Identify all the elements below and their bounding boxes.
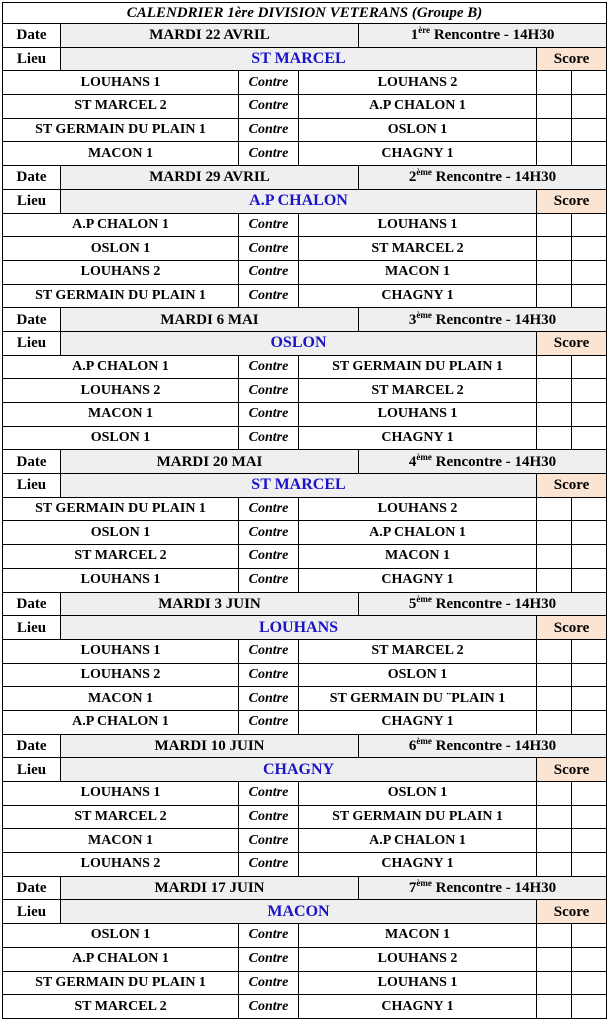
round-number-value: 1 bbox=[410, 27, 419, 44]
away-score-cell[interactable] bbox=[572, 710, 607, 734]
contre-label: Contre bbox=[239, 213, 299, 237]
away-team: ST GERMAIN DU PLAIN 1 bbox=[299, 355, 537, 379]
match-row bbox=[3, 995, 607, 1019]
round-date: MARDI 22 AVRIL bbox=[61, 24, 359, 48]
away-score-cell[interactable] bbox=[572, 545, 607, 569]
away-score-cell[interactable] bbox=[572, 663, 607, 687]
venue-name: LOUHANS bbox=[61, 616, 537, 640]
venue-row bbox=[3, 900, 607, 924]
rencontre-label: Rencontre - 14H30 bbox=[431, 595, 557, 612]
home-team: MACON 1 bbox=[3, 142, 239, 166]
contre-label: Contre bbox=[239, 568, 299, 592]
home-team: ST GERMAIN DU PLAIN 1 bbox=[3, 284, 239, 308]
round-date: MARDI 20 MAI bbox=[61, 450, 359, 474]
match-row bbox=[3, 521, 607, 545]
calendar-sheet bbox=[2, 2, 606, 1019]
away-score-cell[interactable] bbox=[572, 71, 607, 95]
home-score-cell[interactable] bbox=[537, 403, 572, 427]
date-row bbox=[3, 166, 607, 190]
contre-label: Contre bbox=[239, 971, 299, 995]
round-date: MARDI 3 JUIN bbox=[61, 592, 359, 616]
venue-row bbox=[3, 331, 607, 355]
score-header: Score bbox=[537, 900, 607, 924]
match-row bbox=[3, 853, 607, 877]
match-row bbox=[3, 687, 607, 711]
venue-row bbox=[3, 474, 607, 498]
match-row bbox=[3, 805, 607, 829]
venue-row bbox=[3, 616, 607, 640]
date-label: Date bbox=[3, 734, 61, 758]
match-row bbox=[3, 260, 607, 284]
away-team: ST MARCEL 2 bbox=[299, 639, 537, 663]
home-team: LOUHANS 2 bbox=[3, 663, 239, 687]
away-team: CHAGNY 1 bbox=[299, 568, 537, 592]
venue-name: A.P CHALON bbox=[61, 189, 537, 213]
away-team: OSLON 1 bbox=[299, 118, 537, 142]
home-team: ST GERMAIN DU PLAIN 1 bbox=[3, 497, 239, 521]
match-row bbox=[3, 95, 607, 119]
page-title: CALENDRIER 1ère DIVISION VETERANS (Groupe B) bbox=[3, 3, 607, 24]
date-label: Date bbox=[3, 308, 61, 332]
venue-row bbox=[3, 189, 607, 213]
match-row bbox=[3, 545, 607, 569]
away-score-cell[interactable] bbox=[572, 639, 607, 663]
home-score-cell[interactable] bbox=[537, 663, 572, 687]
contre-label: Contre bbox=[239, 782, 299, 806]
home-score-cell[interactable] bbox=[537, 497, 572, 521]
venue-name: OSLON bbox=[61, 331, 537, 355]
contre-label: Contre bbox=[239, 995, 299, 1019]
score-header: Score bbox=[537, 47, 607, 71]
away-team: ST GERMAIN DU ¨PLAIN 1 bbox=[299, 687, 537, 711]
lieu-label: Lieu bbox=[3, 47, 61, 71]
away-score-cell[interactable] bbox=[572, 95, 607, 119]
round-ordinal: ème bbox=[416, 878, 432, 889]
home-score-cell[interactable] bbox=[537, 995, 572, 1019]
rencontre-label: Rencontre - 14H30 bbox=[431, 311, 557, 328]
away-score-cell[interactable] bbox=[572, 355, 607, 379]
away-score-cell[interactable] bbox=[572, 829, 607, 853]
date-label: Date bbox=[3, 450, 61, 474]
round-ordinal: ème bbox=[416, 451, 432, 462]
home-team: LOUHANS 2 bbox=[3, 260, 239, 284]
contre-label: Contre bbox=[239, 118, 299, 142]
home-team: LOUHANS 1 bbox=[3, 782, 239, 806]
home-score-cell[interactable] bbox=[537, 379, 572, 403]
rencontre-label: Rencontre - 14H30 bbox=[431, 880, 557, 897]
home-score-cell[interactable] bbox=[537, 710, 572, 734]
score-header: Score bbox=[537, 189, 607, 213]
rencontre-label: Rencontre - 14H30 bbox=[431, 169, 557, 186]
lieu-label: Lieu bbox=[3, 189, 61, 213]
match-row bbox=[3, 379, 607, 403]
contre-label: Contre bbox=[239, 924, 299, 948]
home-team: A.P CHALON 1 bbox=[3, 213, 239, 237]
home-team: ST MARCEL 2 bbox=[3, 95, 239, 119]
venue-name: CHAGNY bbox=[61, 758, 537, 782]
contre-label: Contre bbox=[239, 639, 299, 663]
home-team: MACON 1 bbox=[3, 829, 239, 853]
away-score-cell[interactable] bbox=[572, 497, 607, 521]
match-row bbox=[3, 497, 607, 521]
lieu-label: Lieu bbox=[3, 616, 61, 640]
away-score-cell[interactable] bbox=[572, 403, 607, 427]
away-team: MACON 1 bbox=[299, 260, 537, 284]
round-ordinal: ème bbox=[416, 309, 432, 320]
score-header: Score bbox=[537, 331, 607, 355]
round-number-value: 2 bbox=[408, 169, 417, 186]
contre-label: Contre bbox=[239, 403, 299, 427]
contre-label: Contre bbox=[239, 95, 299, 119]
away-score-cell[interactable] bbox=[572, 213, 607, 237]
contre-label: Contre bbox=[239, 545, 299, 569]
match-row bbox=[3, 426, 607, 450]
round-date: MARDI 29 AVRIL bbox=[61, 166, 359, 190]
contre-label: Contre bbox=[239, 260, 299, 284]
home-score-cell[interactable] bbox=[537, 118, 572, 142]
contre-label: Contre bbox=[239, 521, 299, 545]
home-team: MACON 1 bbox=[3, 687, 239, 711]
match-row bbox=[3, 710, 607, 734]
away-team: CHAGNY 1 bbox=[299, 995, 537, 1019]
home-score-cell[interactable] bbox=[537, 355, 572, 379]
home-team: OSLON 1 bbox=[3, 521, 239, 545]
away-score-cell[interactable] bbox=[572, 426, 607, 450]
lieu-label: Lieu bbox=[3, 331, 61, 355]
score-header: Score bbox=[537, 474, 607, 498]
match-row bbox=[3, 639, 607, 663]
home-score-cell[interactable] bbox=[537, 71, 572, 95]
match-row bbox=[3, 71, 607, 95]
away-score-cell[interactable] bbox=[572, 782, 607, 806]
away-team: CHAGNY 1 bbox=[299, 426, 537, 450]
home-score-cell[interactable] bbox=[537, 545, 572, 569]
venue-name: MACON bbox=[61, 900, 537, 924]
contre-label: Contre bbox=[239, 710, 299, 734]
venue-row bbox=[3, 758, 607, 782]
home-team: A.P CHALON 1 bbox=[3, 710, 239, 734]
date-label: Date bbox=[3, 876, 61, 900]
home-team: ST GERMAIN DU PLAIN 1 bbox=[3, 971, 239, 995]
home-team: LOUHANS 1 bbox=[3, 71, 239, 95]
home-team: OSLON 1 bbox=[3, 237, 239, 261]
home-score-cell[interactable] bbox=[537, 213, 572, 237]
date-row bbox=[3, 876, 607, 900]
round-number bbox=[359, 24, 607, 48]
home-score-cell[interactable] bbox=[537, 426, 572, 450]
away-team: LOUHANS 1 bbox=[299, 403, 537, 427]
title-row bbox=[3, 3, 607, 24]
away-team: A.P CHALON 1 bbox=[299, 521, 537, 545]
contre-label: Contre bbox=[239, 379, 299, 403]
match-row bbox=[3, 947, 607, 971]
away-team: LOUHANS 2 bbox=[299, 947, 537, 971]
away-score-cell[interactable] bbox=[572, 142, 607, 166]
away-score-cell[interactable] bbox=[572, 260, 607, 284]
round-ordinal: ère bbox=[418, 25, 431, 36]
contre-label: Contre bbox=[239, 947, 299, 971]
round-date: MARDI 10 JUIN bbox=[61, 734, 359, 758]
contre-label: Contre bbox=[239, 829, 299, 853]
date-row bbox=[3, 450, 607, 474]
date-row bbox=[3, 24, 607, 48]
round-number-value: 6 bbox=[408, 737, 417, 754]
match-row bbox=[3, 213, 607, 237]
contre-label: Contre bbox=[239, 853, 299, 877]
away-score-cell[interactable] bbox=[572, 521, 607, 545]
away-team: CHAGNY 1 bbox=[299, 142, 537, 166]
round-number bbox=[359, 450, 607, 474]
away-team: ST GERMAIN DU PLAIN 1 bbox=[299, 805, 537, 829]
away-team: CHAGNY 1 bbox=[299, 853, 537, 877]
home-score-cell[interactable] bbox=[537, 947, 572, 971]
away-team: ST MARCEL 2 bbox=[299, 237, 537, 261]
lieu-label: Lieu bbox=[3, 758, 61, 782]
match-row bbox=[3, 971, 607, 995]
date-label: Date bbox=[3, 24, 61, 48]
round-ordinal: ème bbox=[416, 167, 432, 178]
home-score-cell[interactable] bbox=[537, 829, 572, 853]
home-team: LOUHANS 2 bbox=[3, 379, 239, 403]
away-team: CHAGNY 1 bbox=[299, 284, 537, 308]
away-score-cell[interactable] bbox=[572, 995, 607, 1019]
contre-label: Contre bbox=[239, 497, 299, 521]
round-number bbox=[359, 592, 607, 616]
rencontre-label: Rencontre - 14H30 bbox=[430, 27, 555, 44]
home-score-cell[interactable] bbox=[537, 853, 572, 877]
away-score-cell[interactable] bbox=[572, 118, 607, 142]
round-number-value: 4 bbox=[408, 453, 417, 470]
home-team: A.P CHALON 1 bbox=[3, 355, 239, 379]
match-row bbox=[3, 118, 607, 142]
home-team: OSLON 1 bbox=[3, 924, 239, 948]
away-score-cell[interactable] bbox=[572, 379, 607, 403]
home-team: ST MARCEL 2 bbox=[3, 805, 239, 829]
round-number-value: 5 bbox=[408, 595, 417, 612]
match-row bbox=[3, 663, 607, 687]
score-header: Score bbox=[537, 616, 607, 640]
match-row bbox=[3, 568, 607, 592]
home-score-cell[interactable] bbox=[537, 95, 572, 119]
venue-name: ST MARCEL bbox=[61, 474, 537, 498]
away-team: MACON 1 bbox=[299, 924, 537, 948]
venue-name: ST MARCEL bbox=[61, 47, 537, 71]
home-team: ST MARCEL 2 bbox=[3, 545, 239, 569]
round-date: MARDI 6 MAI bbox=[61, 308, 359, 332]
home-score-cell[interactable] bbox=[537, 237, 572, 261]
home-team: MACON 1 bbox=[3, 403, 239, 427]
round-ordinal: ème bbox=[416, 593, 432, 604]
home-score-cell[interactable] bbox=[537, 971, 572, 995]
away-score-cell[interactable] bbox=[572, 284, 607, 308]
date-row bbox=[3, 592, 607, 616]
round-number bbox=[359, 308, 607, 332]
venue-row bbox=[3, 47, 607, 71]
round-number bbox=[359, 876, 607, 900]
round-number bbox=[359, 734, 607, 758]
round-date: MARDI 17 JUIN bbox=[61, 876, 359, 900]
home-score-cell[interactable] bbox=[537, 568, 572, 592]
date-label: Date bbox=[3, 166, 61, 190]
match-row bbox=[3, 924, 607, 948]
lieu-label: Lieu bbox=[3, 900, 61, 924]
contre-label: Contre bbox=[239, 142, 299, 166]
match-row bbox=[3, 782, 607, 806]
match-row bbox=[3, 284, 607, 308]
contre-label: Contre bbox=[239, 284, 299, 308]
home-team: OSLON 1 bbox=[3, 426, 239, 450]
round-ordinal: ème bbox=[416, 735, 432, 746]
home-score-cell[interactable] bbox=[537, 521, 572, 545]
contre-label: Contre bbox=[239, 426, 299, 450]
away-team: LOUHANS 1 bbox=[299, 971, 537, 995]
match-row bbox=[3, 237, 607, 261]
date-label: Date bbox=[3, 592, 61, 616]
home-team: ST GERMAIN DU PLAIN 1 bbox=[3, 118, 239, 142]
home-score-cell[interactable] bbox=[537, 142, 572, 166]
contre-label: Contre bbox=[239, 663, 299, 687]
home-score-cell[interactable] bbox=[537, 260, 572, 284]
home-score-cell[interactable] bbox=[537, 782, 572, 806]
home-team: LOUHANS 1 bbox=[3, 568, 239, 592]
round-number-value: 7 bbox=[408, 880, 417, 897]
contre-label: Contre bbox=[239, 687, 299, 711]
away-team: LOUHANS 1 bbox=[299, 213, 537, 237]
match-row bbox=[3, 403, 607, 427]
home-team: LOUHANS 2 bbox=[3, 853, 239, 877]
home-team: A.P CHALON 1 bbox=[3, 947, 239, 971]
score-header: Score bbox=[537, 758, 607, 782]
away-team: ST MARCEL 2 bbox=[299, 379, 537, 403]
match-row bbox=[3, 829, 607, 853]
away-score-cell[interactable] bbox=[572, 237, 607, 261]
away-team: LOUHANS 2 bbox=[299, 497, 537, 521]
away-score-cell[interactable] bbox=[572, 805, 607, 829]
lieu-label: Lieu bbox=[3, 474, 61, 498]
round-number bbox=[359, 166, 607, 190]
away-score-cell[interactable] bbox=[572, 687, 607, 711]
away-team: OSLON 1 bbox=[299, 663, 537, 687]
away-team: MACON 1 bbox=[299, 545, 537, 569]
home-score-cell[interactable] bbox=[537, 687, 572, 711]
away-score-cell[interactable] bbox=[572, 568, 607, 592]
round-number-value: 3 bbox=[408, 311, 417, 328]
home-team: LOUHANS 1 bbox=[3, 639, 239, 663]
schedule-table bbox=[2, 2, 607, 1019]
home-team: ST MARCEL 2 bbox=[3, 995, 239, 1019]
away-score-cell[interactable] bbox=[572, 924, 607, 948]
rencontre-label: Rencontre - 14H30 bbox=[431, 453, 557, 470]
contre-label: Contre bbox=[239, 237, 299, 261]
match-row bbox=[3, 142, 607, 166]
contre-label: Contre bbox=[239, 355, 299, 379]
away-team: A.P CHALON 1 bbox=[299, 95, 537, 119]
away-score-cell[interactable] bbox=[572, 971, 607, 995]
away-team: LOUHANS 2 bbox=[299, 71, 537, 95]
away-score-cell[interactable] bbox=[572, 947, 607, 971]
away-score-cell[interactable] bbox=[572, 853, 607, 877]
date-row bbox=[3, 308, 607, 332]
away-team: A.P CHALON 1 bbox=[299, 829, 537, 853]
home-score-cell[interactable] bbox=[537, 924, 572, 948]
contre-label: Contre bbox=[239, 805, 299, 829]
contre-label: Contre bbox=[239, 71, 299, 95]
home-score-cell[interactable] bbox=[537, 639, 572, 663]
date-row bbox=[3, 734, 607, 758]
away-team: OSLON 1 bbox=[299, 782, 537, 806]
rencontre-label: Rencontre - 14H30 bbox=[431, 737, 557, 754]
match-row bbox=[3, 355, 607, 379]
away-team: CHAGNY 1 bbox=[299, 710, 537, 734]
home-score-cell[interactable] bbox=[537, 805, 572, 829]
home-score-cell[interactable] bbox=[537, 284, 572, 308]
